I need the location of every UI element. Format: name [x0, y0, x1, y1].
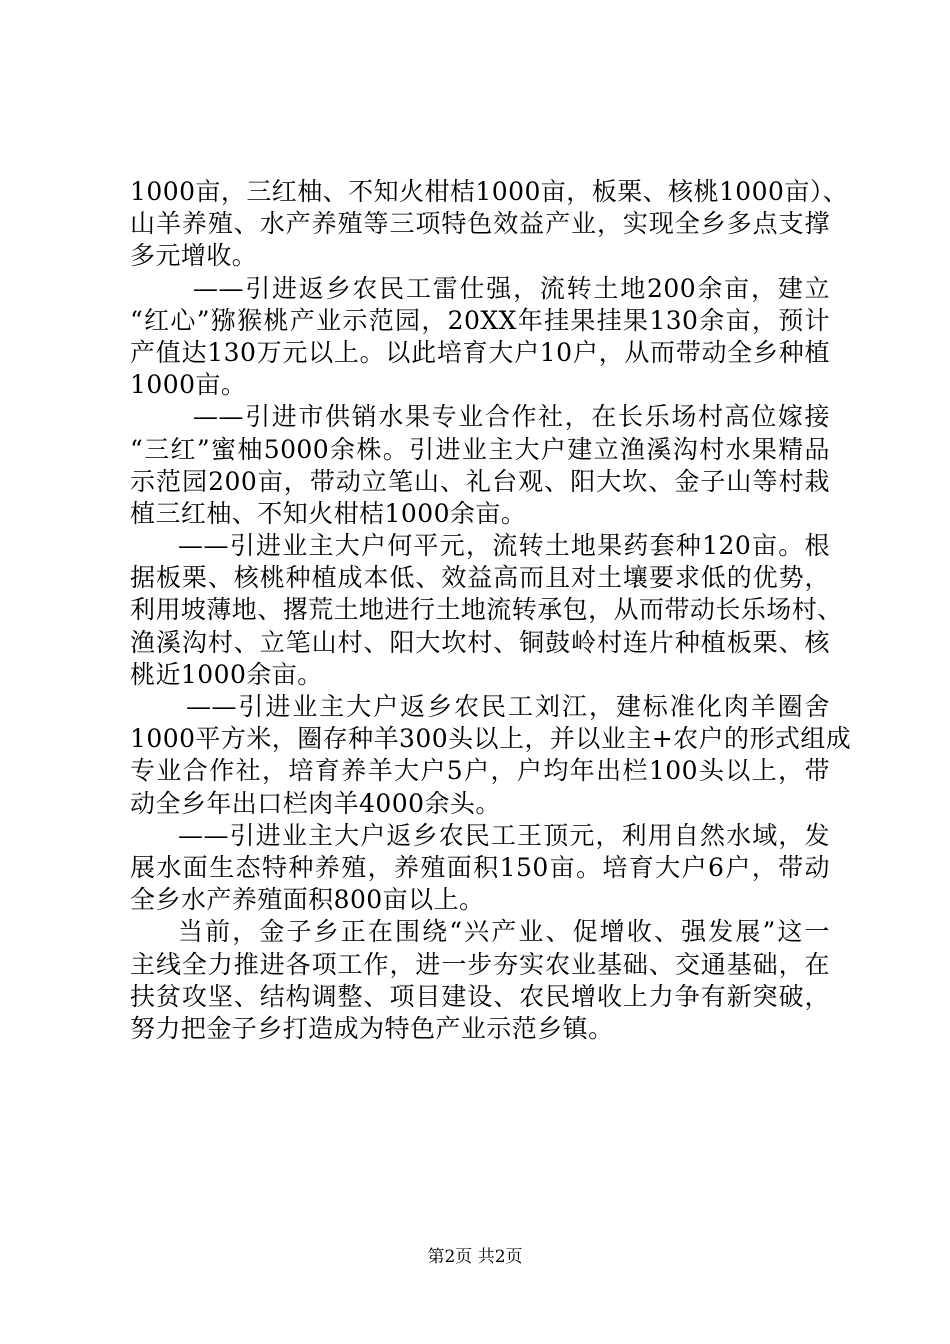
text-line: 山羊养殖、水产养殖等三项特色效益产业，实现全乡多点支撑: [130, 209, 830, 239]
text-line: 1000亩，三红柚、不知火柑桔1000亩，板栗、核桃1000亩）、: [130, 177, 849, 206]
text-line: 产值达130万元以上。以此培育大户10户，从而带动全乡种植: [130, 337, 830, 367]
text-line: “红心”猕猴桃产业示范园，20XX年挂果挂果130余亩，预计: [130, 305, 830, 335]
text-line: 展水面生态特种养殖，养殖面积150亩。培育大户6户，带动: [130, 852, 830, 882]
text-line: 当前，金子乡正在围绕“兴产业、促增收、强发展”这一: [178, 917, 830, 947]
text-line: 渔溪沟村、立笔山村、阳大坎村、铜鼓岭村连片种植板栗、核: [130, 627, 830, 657]
text-line: 多元增收。: [130, 241, 258, 271]
document-body: [130, 176, 852, 1045]
text-line: 专业合作社，培育养羊大户5户，户均年出栏100头以上，带: [130, 756, 830, 786]
text-line: 努力把金子乡打造成为特色产业示范乡镇。: [130, 1013, 614, 1043]
text-line: 据板栗、核桃种植成本低、效益高而且对土壤要求低的优势，: [130, 563, 830, 593]
text-line: ——引进市供销水果专业合作社，在长乐场村高位嫁接: [193, 402, 830, 432]
text-line: 植三红柚、不知火柑桔1000余亩。: [130, 498, 527, 528]
text-line: 全乡水产养殖面积800亩以上。: [130, 885, 485, 915]
text-line: 扶贫攻坚、结构调整、项目建设、农民增收上力争有新突破，: [130, 981, 830, 1011]
text-line: 示范园200亩，带动立笔山、礼台观、阳大坎、金子山等村栽: [130, 466, 830, 496]
text-line: 主线全力推进各项工作，进一步夯实农业基础、交通基础，在: [130, 949, 830, 979]
text-line: 1000平方米，圈存种羊300头以上，并以业主+农户的形式组成: [130, 724, 852, 754]
text-line: 利用坡薄地、撂荒土地进行土地流转承包，从而带动长乐场村、: [130, 595, 843, 625]
text-line: 动全乡年出口栏肉羊4000余头。: [130, 788, 501, 818]
text-line: 1000亩。: [130, 370, 247, 400]
text-line: “三红”蜜柚5000余株。引进业主大户建立渔溪沟村水果精品: [130, 434, 830, 464]
text-line: ——引进返乡农民工雷仕强，流转土地200余亩，建立: [193, 273, 830, 303]
text-line: ——引进业主大户何平元，流转土地果药套种120亩。根: [178, 531, 830, 561]
text-line: 桃近1000余亩。: [130, 659, 323, 689]
text-line: ——引进业主大户返乡农民工王顶元，利用自然水域，发: [178, 820, 830, 850]
text-line: ——引进业主大户返乡农民工刘江，建标准化肉羊圈舍: [186, 692, 830, 721]
page-number-footer: 第2页 共2页: [427, 1247, 523, 1267]
